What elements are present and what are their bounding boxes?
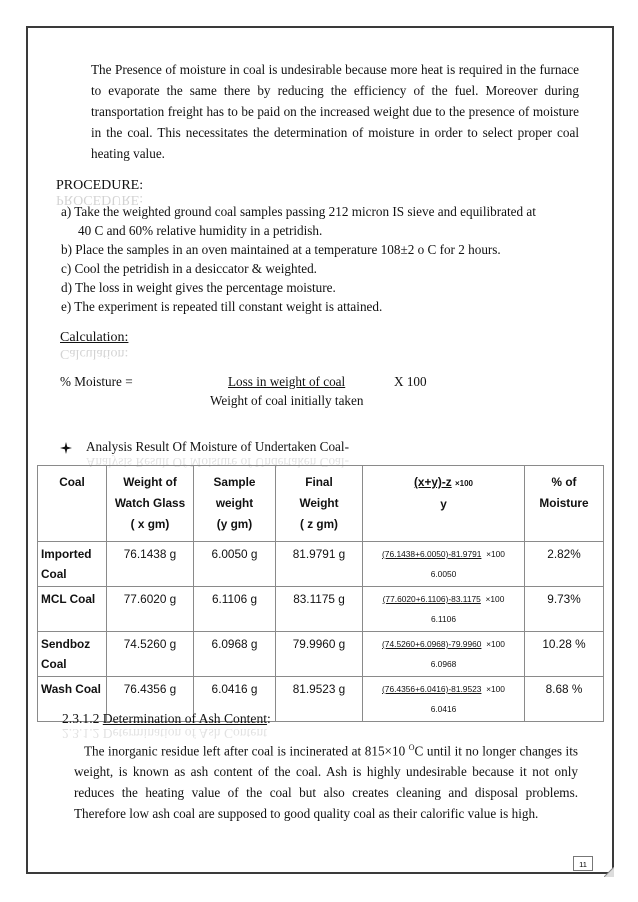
table-row xyxy=(38,587,604,632)
cell-watch-glass: 76.1438 g xyxy=(107,542,194,587)
cell-moisture-percent: 10.28 % xyxy=(525,632,604,677)
cell-coal: Imported Coal xyxy=(38,542,107,587)
ash-heading-title: Determination of Ash Content xyxy=(102,711,268,726)
cell-formula: (76.1438+6.0050)-81.9791 ×100 6.0050 xyxy=(363,542,525,587)
cell-watch-glass: 77.6020 g xyxy=(107,587,194,632)
cell-moisture-percent: 9.73% xyxy=(525,587,604,632)
formula-lhs: % Moisture = xyxy=(60,374,133,389)
cell-moisture-percent: 2.82% xyxy=(525,542,604,587)
header-coal: Coal xyxy=(38,466,107,542)
procedure-steps xyxy=(61,202,581,316)
page-number: 11 xyxy=(573,856,593,871)
cell-final-weight: 83.1175 g xyxy=(276,587,363,632)
calculation-heading-reflection: Calculation: xyxy=(60,346,129,361)
analysis-heading: Analysis Result Of Moisture of Undertaken Coal- xyxy=(86,439,349,454)
calculation-heading: Calculation: xyxy=(60,330,129,345)
header-final-weight: Final Weight ( z gm) xyxy=(276,466,363,542)
ash-paragraph: The inorganic residue left after coal is incinerated at 815×10 $^O$C until it no longer changes its weight, is known as ash content of the coal. Ash is highly undesirable because it not only reduces the heating value of the coal but also creates cleaning and disposal problems. Therefore low ash coal are supposed to good quality coal as their calorific value is high. xyxy=(74,743,578,822)
intro-paragraph: The Presence of moisture in coal is undesirable because more heat is required in the furnace to evaporate the same there by reducing the efficiency of the fuel. Moreover during transportation freight has to be paid on the increased weight due to the presence of moisture in the coal. This necessitates the determination of moisture in order to select proper coal heating value. xyxy=(91,62,579,161)
procedure-heading-reflection: PROCEDURE: xyxy=(56,192,144,207)
page-curl-icon xyxy=(604,864,614,874)
cell-formula: (74.5260+6.0968)-79.9960 ×100 6.0968 xyxy=(363,632,525,677)
ash-section-number: 2.3.1.2 xyxy=(62,711,100,726)
ash-heading-reflection: 2.3.1.2 Determination of Ash Content xyxy=(62,726,268,741)
cell-coal: Wash Coal xyxy=(38,677,107,722)
procedure-step: 40 C and 60% relative humidity in a petridish. xyxy=(78,223,323,238)
procedure-step: a) Take the weighted ground coal samples passing 212 micron IS sieve and equilibrated at xyxy=(61,204,536,219)
table-row xyxy=(38,542,604,587)
cell-formula: (77.6020+6.1106)-83.1175 ×100 6.1106 xyxy=(363,587,525,632)
cell-moisture-percent: 8.68 % xyxy=(525,677,604,722)
procedure-step: b) Place the samples in an oven maintained at a temperature 108±2 o C for 2 hours. xyxy=(61,242,501,257)
header-watch-glass: Weight of Watch Glass ( x gm) xyxy=(107,466,194,542)
cell-watch-glass: 74.5260 g xyxy=(107,632,194,677)
header-moisture-percent: % of Moisture xyxy=(525,466,604,542)
analysis-heading-reflection: Analysis Result Of Moisture of Undertaken Coal- xyxy=(86,455,349,470)
cell-final-weight: 81.9523 g xyxy=(276,677,363,722)
cell-sample-weight: 6.0416 g xyxy=(194,677,276,722)
header-sample-weight: Sample weight (y gm) xyxy=(194,466,276,542)
cell-final-weight: 81.9791 g xyxy=(276,542,363,587)
formula-numerator: Loss in weight of coal xyxy=(228,374,346,389)
cell-coal: MCL Coal xyxy=(38,587,107,632)
table-header-row xyxy=(38,466,604,542)
formula-multiplier: X 100 xyxy=(394,374,427,389)
moisture-table xyxy=(37,465,604,722)
header-formula: (x+y)-z ×100 y xyxy=(363,466,525,542)
cell-watch-glass: 76.4356 g xyxy=(107,677,194,722)
formula-denominator: Weight of coal initially taken xyxy=(210,393,364,408)
cell-coal: Sendboz Coal xyxy=(38,632,107,677)
cell-sample-weight: 6.0968 g xyxy=(194,632,276,677)
procedure-step: c) Cool the petridish in a desiccator & weighted. xyxy=(61,261,317,276)
diamond-bullet-icon xyxy=(59,441,73,455)
ash-heading: 2.3.1.2 Determination of Ash Content: xyxy=(62,711,271,726)
cell-final-weight: 79.9960 g xyxy=(276,632,363,677)
cell-sample-weight: 6.0050 g xyxy=(194,542,276,587)
procedure-step: e) The experiment is repeated till constant weight is attained. xyxy=(61,299,383,314)
cell-sample-weight: 6.1106 g xyxy=(194,587,276,632)
procedure-heading: PROCEDURE: xyxy=(56,178,144,193)
table-row xyxy=(38,632,604,677)
procedure-step: d) The loss in weight gives the percentage moisture. xyxy=(61,280,336,295)
cell-formula: (76.4356+6.0416)-81.9523 ×100 6.0416 xyxy=(363,677,525,722)
